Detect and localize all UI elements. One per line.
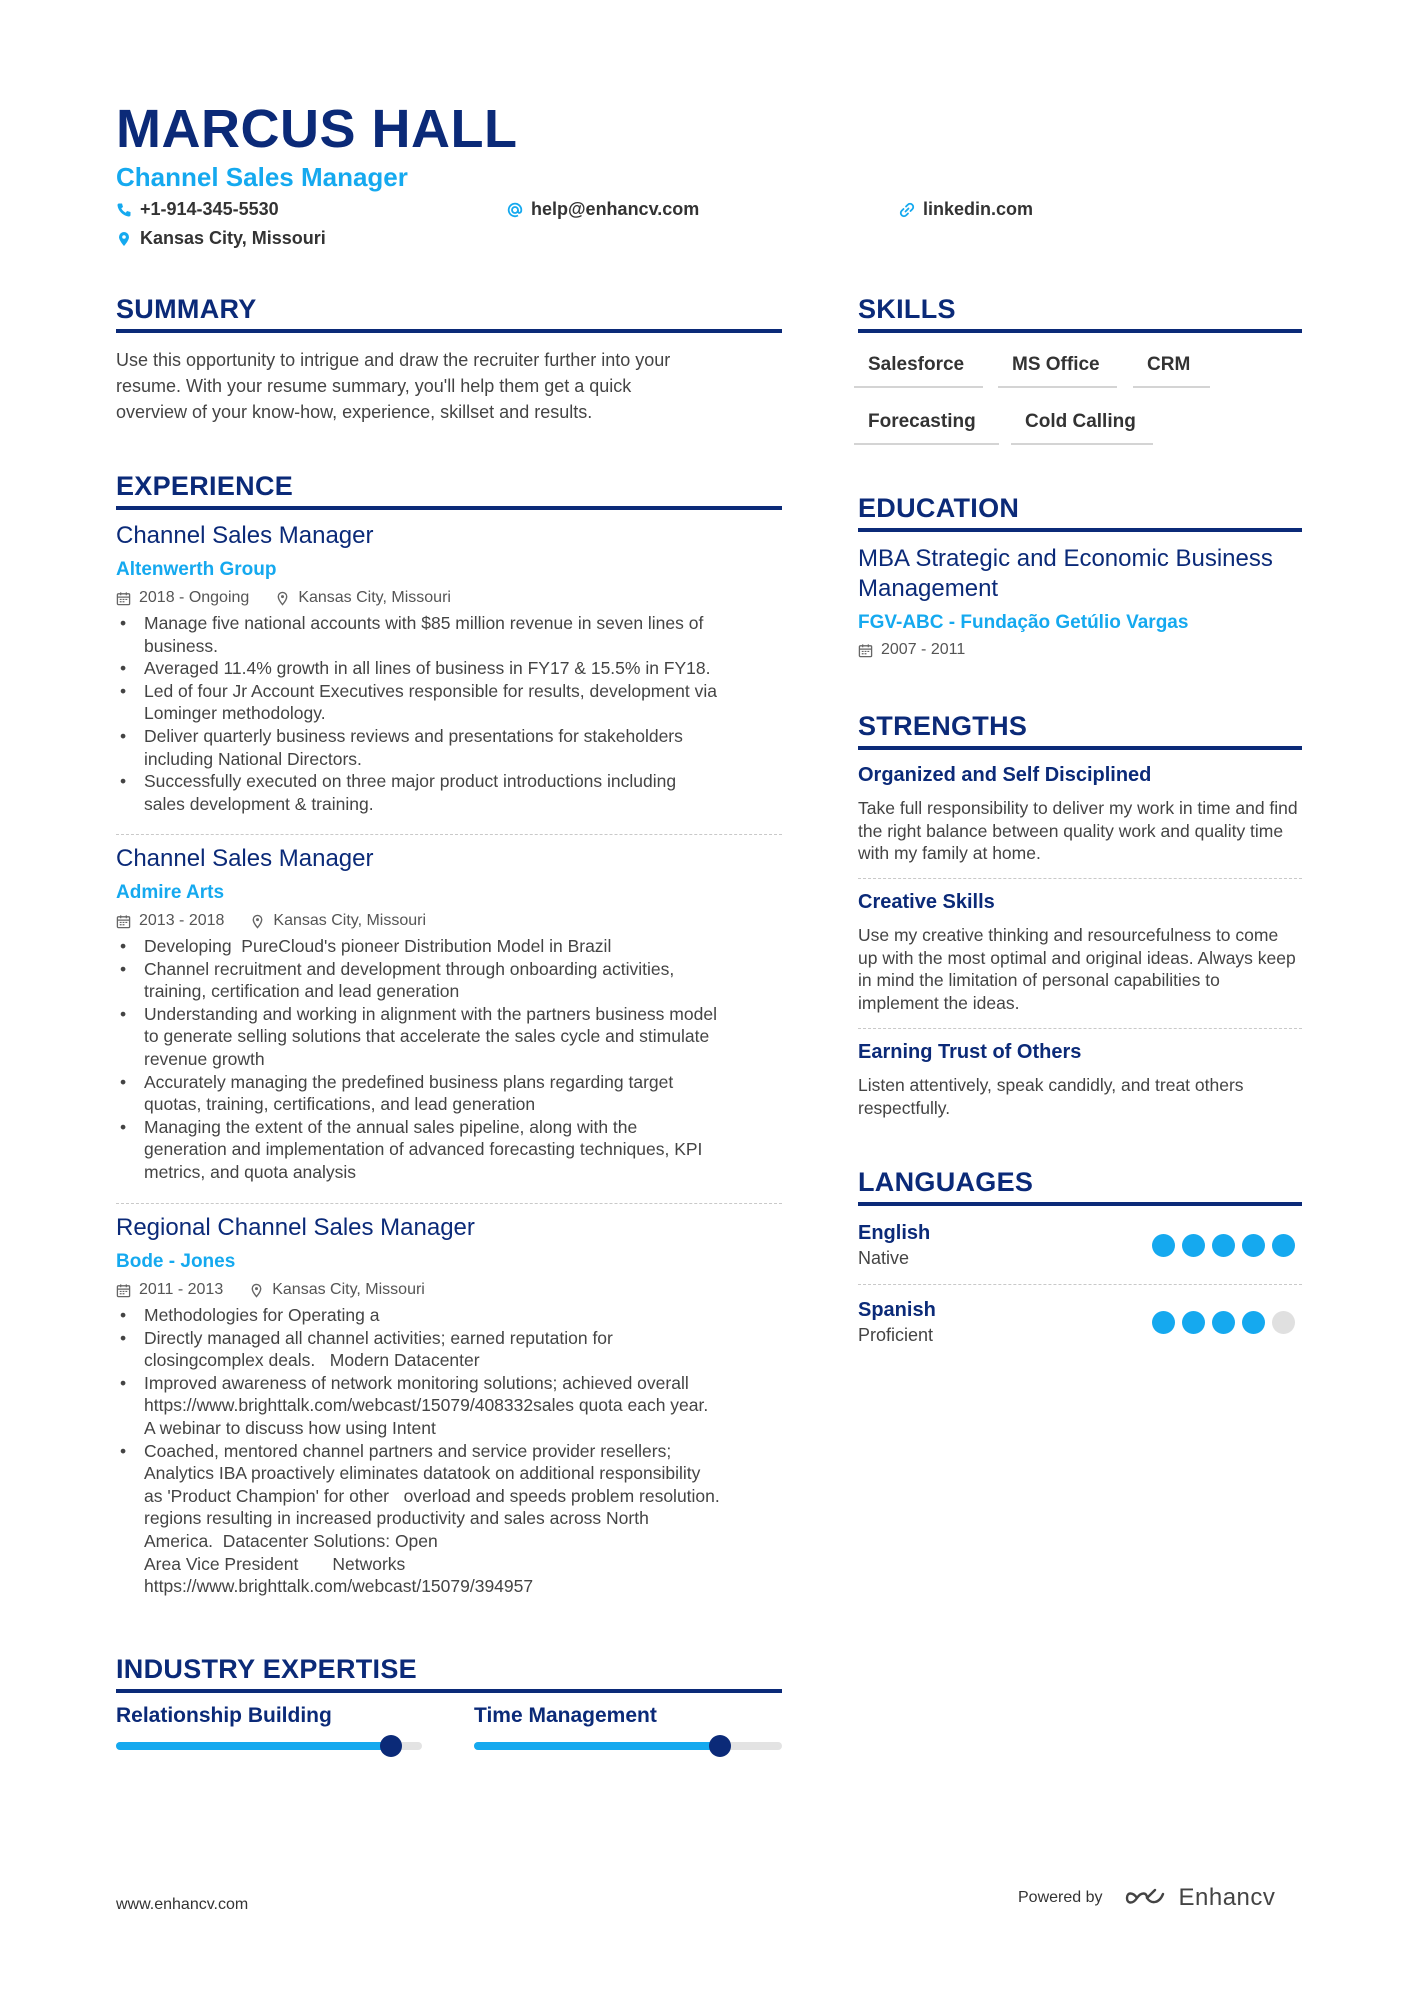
summary-rule — [116, 329, 782, 333]
job-bullet: • Averaged 11.4% growth in all lines of business in FY17 & 15.5% in FY18. — [116, 657, 782, 680]
job-dates-text: 2013 - 2018 — [139, 912, 225, 929]
contact-email[interactable] — [507, 199, 699, 220]
strength-title: Creative Skills — [858, 891, 995, 913]
job-bullet: • Channel recruitment and development through onboarding activities, training, certification and lead generation — [116, 958, 782, 1003]
language-name: Spanish — [858, 1299, 936, 1321]
location-pin-icon — [250, 914, 265, 929]
skill-tag: Cold Calling — [1011, 407, 1153, 445]
languages-heading: LANGUAGES — [858, 1167, 1034, 1197]
job-role: Channel Sales Manager — [116, 522, 374, 549]
strength-description: Take full responsibility to deliver my work in time and find the right balance between quality work and quality time with my family at home. — [858, 798, 1298, 864]
job-bullet: • Understanding and working in alignment with the partners business model to generate selling solutions that accelerate the sales cycle and stimulate revenue growth — [116, 1003, 782, 1071]
job-bullet: • Led of four Jr Account Executives responsible for results, development via Lominger methodology. — [116, 680, 782, 725]
job-entry — [116, 843, 782, 1184]
job-bullet: • Deliver quarterly business reviews and presentations for stakeholders including National Directors. — [116, 725, 782, 770]
job-meta — [116, 586, 782, 610]
job-bullet: • Methodologies for Operating a — [116, 1304, 782, 1327]
expertise-bar-knob — [709, 1735, 731, 1757]
language-name: English — [858, 1222, 931, 1244]
contact-phone[interactable] — [116, 199, 279, 220]
skill-tag: Salesforce — [854, 350, 983, 388]
candidate-name: MARCUS HALL — [116, 99, 518, 159]
job-location — [275, 589, 451, 607]
calendar-icon — [116, 914, 131, 929]
job-meta — [116, 909, 782, 933]
brand-name: Enhancv — [1178, 1884, 1276, 1911]
rating-dot-filled — [1272, 1234, 1295, 1257]
experience-rule — [116, 506, 782, 510]
summary-line: Use this opportunity to intrigue and draw the recruiter further into your — [116, 350, 671, 370]
job-role: Regional Channel Sales Manager — [116, 1214, 475, 1241]
job-bullet: • Improved awareness of network monitoring solutions; achieved overall https://www.brighttalk.com/webcast/15079/408332sales quota each year. A webinar to discuss how using Intent — [116, 1372, 782, 1440]
strength-title: Organized and Self Disciplined — [858, 764, 1152, 786]
location-pin-icon — [116, 231, 132, 247]
strengths-heading: STRENGTHS — [858, 711, 1028, 741]
education-rule — [858, 528, 1302, 532]
language-rating — [1152, 1311, 1295, 1334]
summary-text — [116, 347, 796, 425]
job-divider — [116, 1203, 782, 1204]
experience-heading: EXPERIENCE — [116, 471, 294, 501]
job-location-text: Kansas City, Missouri — [272, 1281, 425, 1298]
calendar-icon — [858, 643, 873, 658]
calendar-icon — [116, 1283, 131, 1298]
job-bullet: • Successfully executed on three major product introductions including sales development & training. — [116, 770, 782, 815]
job-bullet: • Developing PureCloud's pioneer Distribution Model in Brazil — [116, 935, 782, 958]
education-dates — [858, 641, 965, 659]
industry-expertise-rule — [116, 1689, 782, 1693]
location-pin-icon — [275, 591, 290, 606]
job-location-text: Kansas City, Missouri — [273, 912, 427, 929]
strength-divider — [858, 1028, 1302, 1029]
strengths-rule — [858, 746, 1302, 750]
job-location — [250, 912, 426, 930]
skills-heading: SKILLS — [858, 294, 956, 324]
summary-heading: SUMMARY — [116, 294, 257, 324]
job-company: Bode - Jones — [116, 1251, 236, 1272]
job-bullets — [116, 935, 782, 1184]
at-icon — [507, 202, 523, 218]
skills-rule — [858, 329, 1302, 333]
job-meta — [116, 1278, 782, 1302]
location-text: Kansas City, Missouri — [140, 228, 326, 248]
summary-line: resume. With your resume summary, you'll help them get a quick — [116, 376, 632, 396]
expertise-bar — [474, 1742, 782, 1750]
rating-dot-empty — [1272, 1311, 1295, 1334]
strength-description: Listen attentively, speak candidly, and treat others respectfully. — [858, 1075, 1244, 1118]
rating-dot-filled — [1182, 1234, 1205, 1257]
job-company: Admire Arts — [116, 882, 225, 903]
education-heading: EDUCATION — [858, 493, 1020, 523]
expertise-bar-fill — [116, 1742, 391, 1750]
job-dates — [116, 1281, 223, 1299]
job-bullet: • Managing the extent of the annual sales pipeline, along with the generation and implementation of advanced forecasting techniques, KPI metrics, and quota analysis — [116, 1116, 782, 1184]
contact-location — [116, 228, 326, 249]
rating-dot-filled — [1212, 1311, 1235, 1334]
email-text: help@enhancv.com — [531, 199, 700, 219]
summary-line: overview of your know-how, experience, skillset and results. — [116, 402, 593, 422]
language-rating — [1152, 1234, 1295, 1257]
rating-dot-filled — [1152, 1234, 1175, 1257]
industry-expertise-heading: INDUSTRY EXPERTISE — [116, 1654, 417, 1684]
brand-logo[interactable] — [1125, 1884, 1276, 1912]
link-icon — [899, 202, 915, 218]
job-entry — [116, 1212, 782, 1598]
skill-tag: MS Office — [998, 350, 1117, 388]
expertise-bar-fill — [474, 1742, 720, 1750]
expertise-label: Time Management — [474, 1704, 657, 1727]
job-role: Channel Sales Manager — [116, 845, 374, 872]
strength-description: Use my creative thinking and resourcefulness to come up with the most optimal and original ideas. Always keep in mind the limitation of personal capabilities to implement the ideas. — [858, 925, 1296, 1013]
powered-by-text: Powered by — [1018, 1889, 1103, 1906]
education-dates-text: 2007 - 2011 — [881, 641, 966, 658]
language-level: Proficient — [858, 1325, 934, 1345]
expertise-label: Relationship Building — [116, 1704, 332, 1727]
calendar-icon — [116, 591, 131, 606]
language-level: Native — [858, 1248, 910, 1268]
job-dates-text: 2018 - Ongoing — [139, 589, 250, 606]
strength-title: Earning Trust of Others — [858, 1041, 1082, 1063]
enhancv-logo-icon — [1125, 1886, 1169, 1910]
education-school: FGV-ABC - Fundação Getúlio Vargas — [858, 612, 1189, 633]
education-degree: MBA Strategic and Economic Business Management — [858, 545, 1273, 602]
website-text: linkedin.com — [923, 199, 1034, 219]
job-company: Altenwerth Group — [116, 559, 277, 580]
job-location — [249, 1281, 425, 1299]
rating-dot-filled — [1152, 1311, 1175, 1334]
rating-dot-filled — [1182, 1311, 1205, 1334]
job-bullets — [116, 1304, 782, 1598]
job-divider — [116, 834, 782, 835]
skill-tag: Forecasting — [854, 407, 999, 445]
job-dates — [116, 912, 224, 930]
location-pin-icon — [249, 1283, 264, 1298]
rating-dot-filled — [1212, 1234, 1235, 1257]
job-dates — [116, 589, 249, 607]
footer-brand — [1018, 1884, 1275, 1912]
languages-rule — [858, 1202, 1302, 1206]
expertise-bar-knob — [380, 1735, 402, 1757]
phone-text: +1-914-345-5530 — [140, 199, 279, 219]
phone-icon — [116, 202, 132, 218]
job-bullet: • Manage five national accounts with $85 million revenue in seven lines of business. — [116, 612, 782, 657]
job-dates-text: 2011 - 2013 — [139, 1281, 224, 1298]
strength-divider — [858, 878, 1302, 879]
rating-dot-filled — [1242, 1311, 1265, 1334]
skill-tag: CRM — [1133, 350, 1210, 388]
job-bullets — [116, 612, 782, 815]
footer-website[interactable]: www.enhancv.com — [116, 1896, 249, 1913]
expertise-bar — [116, 1742, 422, 1750]
contact-website[interactable] — [899, 199, 1033, 220]
candidate-title: Channel Sales Manager — [116, 162, 408, 192]
job-bullet: • Coached, mentored channel partners and service provider resellers; Analytics IBA proactively eliminates datatook on additional responsibility as 'Product Champion' for other overload and speeds problem resolution. regions resulting in increased productivity and sales across North America. Datacenter Solutions: Open Area Vice President Networks https://www.brighttalk.com/webcast/15079/394957 — [116, 1440, 782, 1598]
rating-dot-filled — [1242, 1234, 1265, 1257]
job-location-text: Kansas City, Missouri — [298, 589, 451, 606]
job-bullet: • Directly managed all channel activities; earned reputation for closingcomplex deals. Modern Datacenter — [116, 1327, 782, 1372]
language-divider — [858, 1284, 1302, 1285]
job-bullet: • Accurately managing the predefined business plans regarding target quotas, training, certifications, and lead generation — [116, 1071, 782, 1116]
job-entry — [116, 520, 782, 815]
